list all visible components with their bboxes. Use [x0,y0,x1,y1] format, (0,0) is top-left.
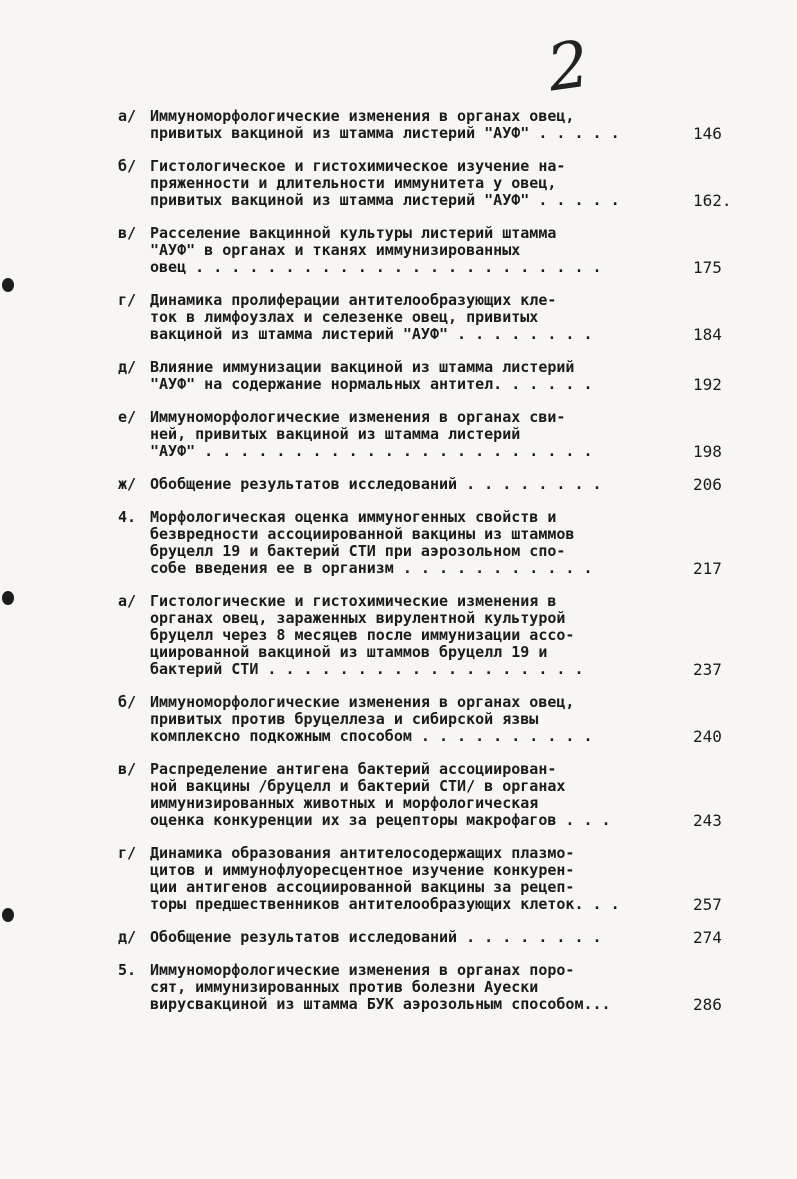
toc-entry-label: б/ [118,157,137,175]
toc-entry [118,158,758,209]
punch-hole-mark [2,591,14,605]
toc-entry-row [118,845,758,913]
toc-entry [118,509,758,577]
toc-entry-page-number: 162. [693,191,732,210]
toc-entry [118,593,758,678]
toc-entry-title: Динамика образования антителосодержащих плазмо- цитов и иммунофлуоресцентное изучение конкурен- ции антигенов ассоциированной вакцины за рецеп- торы предшественников антителообразующих клеток. . . [150,844,620,913]
toc-entry-row [118,409,758,460]
toc-entry-page-number: 243 [693,811,722,830]
toc-entry [118,108,758,142]
toc-entry-row [118,292,758,343]
toc-entry-page-number: 198 [693,442,722,461]
toc-entry-title: Морфологическая оценка иммуногенных свойств и безвредности ассоциированной вакцины из штаммов бруцелл 19 и бактерий СТИ при аэрозольном спо- собе введения ее в организм . . . . . . . . . . . [150,508,593,577]
toc-entry [118,929,758,946]
toc-entry-page-number: 192 [693,375,722,394]
toc-entry-row [118,108,758,142]
toc-entry-label: а/ [118,107,137,125]
toc-entry-page-number: 274 [693,928,722,947]
toc-entry-row [118,509,758,577]
toc-entry-label: б/ [118,693,137,711]
toc-entry-label: 5. [118,961,137,979]
toc-entry-title: Иммуноморфологические изменения в органах поро- сят, иммунизированных против болезни Ауески вирусвакциной из штамма БУК аэрозольным способом... [150,961,611,1013]
toc-entry-title: Гистологическое и гистохимическое изучение на- пряженности и длительности иммунитета у овец, привитых вакциной из штамма листерий "АУФ" . . . . . [150,157,620,209]
toc-entry-page-number: 286 [693,995,722,1014]
toc-entry-label: е/ [118,408,137,426]
toc-entry-label: г/ [118,844,137,862]
table-of-contents [118,108,758,1029]
toc-entry [118,409,758,460]
toc-entry-page-number: 237 [693,660,722,679]
toc-entry-label: 4. [118,508,137,526]
punch-hole-mark [2,908,14,922]
toc-entry-page-number: 184 [693,325,722,344]
toc-entry-row [118,158,758,209]
toc-entry-title: Распределение антигена бактерий ассоциирован- ной вакцины /бруцелл и бактерий СТИ/ в органах иммунизированных животных и морфологическая оценка конкуренции их за рецепторы макрофагов . . . [150,760,611,829]
toc-entry-row [118,761,758,829]
toc-entry-label: в/ [118,224,137,242]
toc-entry [118,225,758,276]
toc-entry-page-number: 206 [693,475,722,494]
toc-entry-label: г/ [118,291,137,309]
toc-entry [118,845,758,913]
toc-entry-title: Обобщение результатов исследований . . . . . . . . [150,928,602,946]
toc-entry-title: Влияние иммунизации вакциной из штамма листерий "АУФ" на содержание нормальных антител. . . . . . [150,358,593,393]
toc-entry [118,761,758,829]
toc-entry-row [118,476,758,493]
toc-entry-row [118,694,758,745]
toc-entry-label: д/ [118,928,137,946]
toc-entry [118,292,758,343]
toc-entry-title: Иммуноморфологические изменения в органах овец, привитых против бруцеллеза и сибирской язвы комплексно подкожным способом . . . . . . . . . . [150,693,593,745]
toc-entry [118,694,758,745]
toc-entry [118,359,758,393]
toc-entry-row [118,593,758,678]
toc-entry-row [118,359,758,393]
toc-entry-title: Иммуноморфологические изменения в органах сви- ней, привитых вакциной из штамма листерий "АУФ" . . . . . . . . . . . . . . . . . . . . . . [150,408,593,460]
toc-entry-title: Иммуноморфологические изменения в органах овец, привитых вакциной из штамма листерий "АУФ" . . . . . [150,107,620,142]
toc-entry-title: Обобщение результатов исследований . . . . . . . . [150,475,602,493]
punch-hole-mark [2,278,14,292]
toc-entry-page-number: 217 [693,559,722,578]
toc-entry-row [118,962,758,1013]
toc-entry-row [118,929,758,946]
handwritten-page-number: 2 [543,27,594,107]
toc-entry-page-number: 146 [693,124,722,143]
toc-entry-page-number: 240 [693,727,722,746]
toc-entry-page-number: 175 [693,258,722,277]
toc-entry [118,476,758,493]
toc-entry-row [118,225,758,276]
toc-entry [118,962,758,1013]
toc-entry-title: Гистологические и гистохимические изменения в органах овец, зараженных вирулентной культурой бруцелл через 8 месяцев после иммунизации ассо- циированной вакциной из штаммов бруцелл 19 и бактерий СТИ . . . . . . . . . . . . . . . . . . [150,592,584,678]
toc-entry-page-number: 257 [693,895,722,914]
toc-entry-label: д/ [118,358,137,376]
toc-entry-label: в/ [118,760,137,778]
toc-entry-label: а/ [118,592,137,610]
toc-entry-title: Расселение вакцинной культуры листерий штамма "АУФ" в органах и тканях иммунизированных овец . . . . . . . . . . . . . . . . . . . . . . . [150,224,602,276]
toc-entry-title: Динамика пролиферации антителообразующих кле- ток в лимфоузлах и селезенке овец, привитых вакциной из штамма листерий "АУФ" . . . . . . . . [150,291,593,343]
toc-entry-label: ж/ [118,475,137,493]
